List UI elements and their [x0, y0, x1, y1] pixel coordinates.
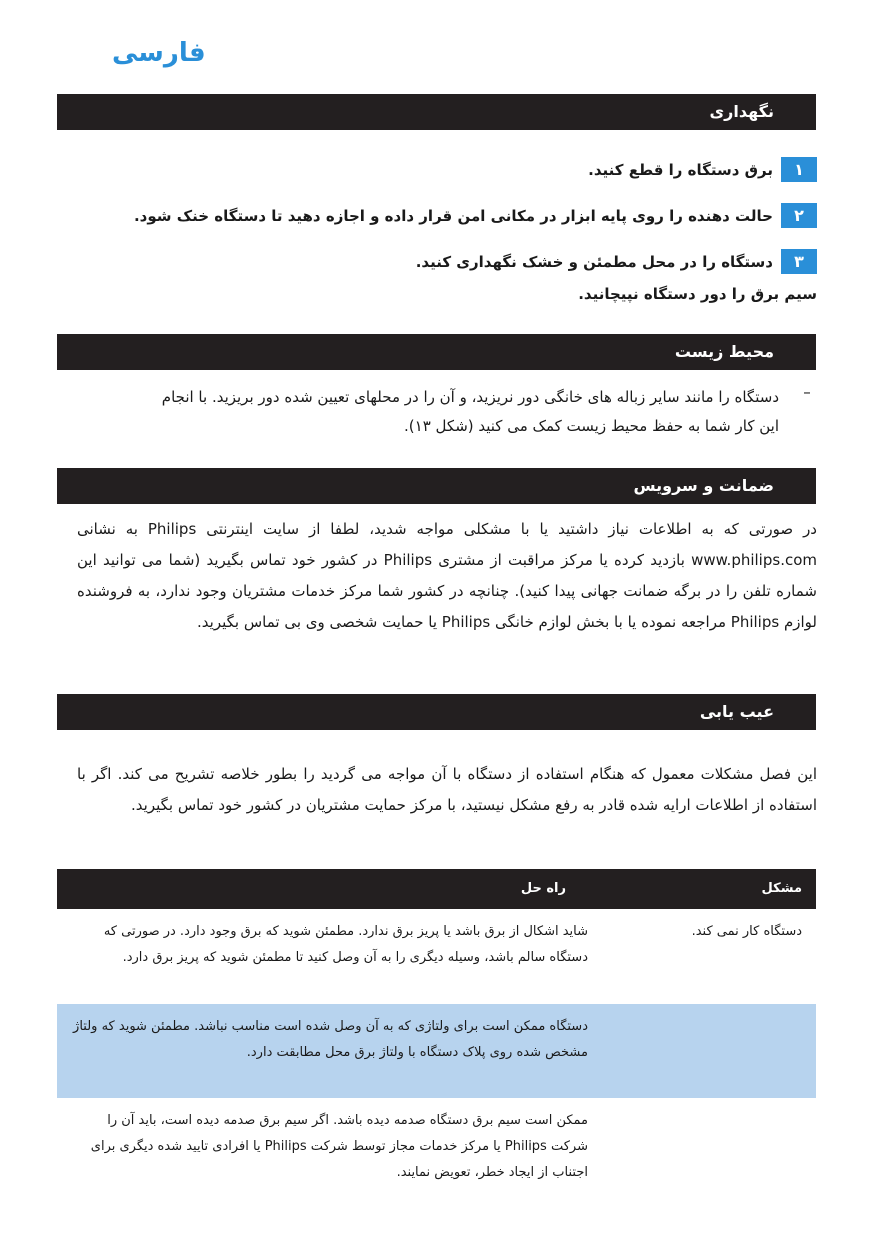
solution-cell: دستگاه ممکن است برای ولتاژی که به آن وصل شده است مناسب نباشد. مطمئن شوید که ولتاژ مشخص شده روی پلاک دستگاه با ولتاژ برق محل مطابقت دارد. [73, 1019, 588, 1060]
step-1 [588, 157, 817, 182]
table-row [57, 1098, 816, 1193]
language-title: فارسی [112, 38, 206, 68]
step-number: ۳ [781, 249, 817, 274]
step-text: برق دستگاه را قطع کنید. [588, 160, 773, 179]
solution-cell: شاید اشکال از برق باشد یا پریز برق ندارد. مطمئن شوید که برق وجود دارد. در صورتی که دستگاه سالم باشد، وسیله دیگری را به آن وصل کنید تا مطمئن شوید که پریز برق دارد. [103, 924, 588, 965]
table-header [57, 869, 816, 909]
guarantee-text: در صورتی که به اطلاعات نیاز داشتید یا با مشکلی مواجه شدید، لطفا از سایت اینترنتی Philips به نشانی www.philips.com بازدید کرده یا مرکز مراقبت از مشتری Philips در کشور خود تماس بگیرید (شما می توانید این شماره تلفن را در برگه ضمانت جهانی پیدا کنید). چنانچه در کشور شما مرکز خدمات مشتریان وجود ندارد، به فروشنده لوازم Philips مراجعه نموده یا با بخش لوازم خانگی Philips یا حمایت شخصی وی بی تماس بگیرید. [77, 520, 817, 631]
problem-cell: دستگاه کار نمی کند. [691, 924, 802, 939]
table-row [57, 1004, 816, 1098]
step-number: ۱ [781, 157, 817, 182]
step-number: ۲ [781, 203, 817, 228]
section-heading-maintenance: نگهداری [57, 94, 816, 130]
step-2 [134, 203, 817, 228]
table-row [57, 909, 816, 1004]
bullet-dash: – [803, 383, 811, 401]
column-header-problem: مشکل [761, 881, 802, 896]
section-heading-troubleshooting: عیب یابی [57, 694, 816, 730]
solution-cell: ممکن است سیم برق دستگاه صدمه دیده باشد. اگر سیم برق صدمه دیده است، باید آن را شرکت Philips یا مرکز خدمات مجاز توسط شرکت Philips یا افرادی تایید شده دیگری برای اجتناب از ایجاد خطر، تعویض نمایند. [90, 1113, 588, 1180]
maintenance-note: سیم برق را دور دستگاه نپیچانید. [578, 285, 817, 303]
step-text: دستگاه را در محل مطمئن و خشک نگهداری کنید. [415, 252, 773, 271]
section-heading-environment: محیط زیست [57, 334, 816, 370]
environment-text: دستگاه را مانند سایر زباله های خانگی دور نریزید، و آن را در محلهای تعیین شده دور بریزید. با انجام این کار شما به حفظ محیط زیست کمک می کنید (شکل ۱۳). [161, 388, 779, 435]
section-heading-guarantee: ضمانت و سرویس [57, 468, 816, 504]
environment-bullet [159, 383, 817, 441]
troubleshooting-intro: این فصل مشکلات معمول که هنگام استفاده از دستگاه با آن مواجه می گردید را بطور خلاصه تشریح می کند. اگر با استفاده از اطلاعات ارایه شده قادر به رفع مشکل نیستید، با مرکز حمایت مشتریان در کشور خود تماس بگیرید. [77, 765, 817, 814]
step-text: حالت دهنده را روی پایه ابزار در مکانی امن قرار داده و اجازه دهید تا دستگاه خنک شود. [133, 206, 773, 225]
column-header-solution: راه حل [520, 881, 566, 896]
step-3 [416, 249, 817, 274]
